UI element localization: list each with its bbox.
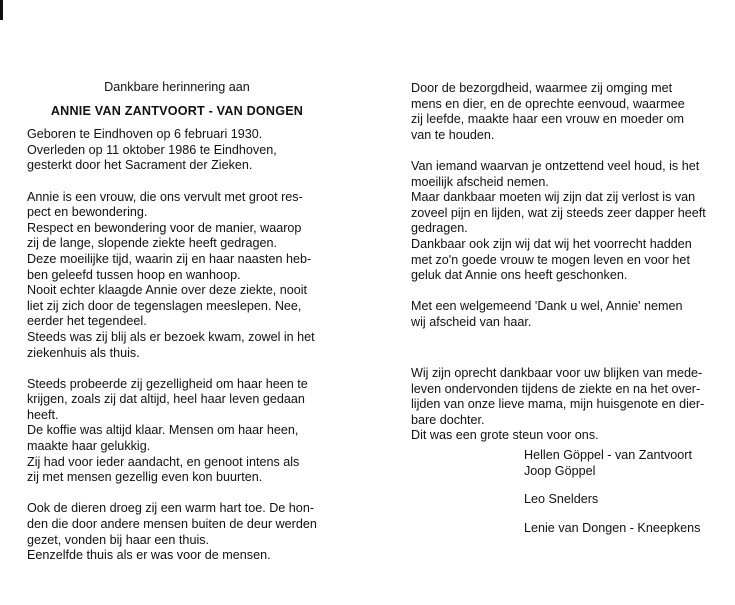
text-line: Respect en bewondering voor de manier, waarop (27, 220, 302, 235)
text-line: Hellen Göppel - van Zantvoort (524, 448, 693, 462)
text-line: mens en dier, en de oprechte eenvoud, waarmee (411, 96, 685, 111)
text-line: Ook de dieren droeg zij een warm hart toe. De hon- (27, 501, 315, 516)
text-line: zij leefde, maakte haar een vrouw en moeder om (411, 112, 685, 127)
text-line: liet zij zich door de tegenslagen meeslepen. Nee, (27, 298, 302, 313)
text-line: Van iemand waarvan je ontzettend veel houd, is het (411, 158, 700, 173)
paragraph (27, 501, 327, 563)
text-line: ben geleefd tussen hoop en wanhoop. (27, 267, 241, 282)
text-line: van te houden. (411, 127, 495, 142)
text-line: Eenzelfde thuis als er was voor de mensen. (27, 548, 271, 563)
paragraph (411, 81, 708, 143)
text-line: Zij had voor ieder aandacht, en genoot intens als (27, 454, 300, 469)
left-paragraphs (27, 127, 327, 564)
signatures (524, 448, 700, 549)
text-line: Nooit echter klaagde Annie over deze ziekte, nooit (27, 283, 308, 298)
text-line: geluk dat Annie ons heeft geschonken. (411, 268, 628, 283)
text-line: leven ondervonden tijdens de ziekte en na het over- (411, 381, 701, 396)
text-line: den die door andere mensen buiten de deur werden (27, 517, 317, 532)
text-line: Lenie van Dongen - Kneepkens (524, 520, 701, 535)
text-line: Deze moeilijke tijd, waarin zij en haar naasten heb- (27, 251, 312, 266)
left-column (27, 80, 327, 579)
text-line: gedragen. (411, 221, 468, 236)
text-line: zoveel pijn en lijden, wat zij steeds zeer dapper heeft (411, 205, 706, 220)
text-line: maakte haar gelukkig. (27, 439, 151, 454)
text-line: bare dochter. (411, 412, 485, 427)
text-line: Overleden op 11 oktober 1986 te Eindhoven, (27, 142, 277, 157)
text-line: De koffie was altijd klaar. Mensen om haar heen, (27, 423, 299, 438)
text-line: pect en bewondering. (27, 205, 148, 220)
paragraph (27, 190, 327, 362)
text-line: gezet, vonden bij haar een thuis. (27, 532, 210, 547)
text-line: met zo'n goede vrouw te mogen leven en voor het (411, 252, 690, 267)
text-line: Steeds probeerde zij gezelligheid om haar heen te (27, 376, 308, 391)
paragraph (411, 159, 708, 284)
text-line: gesterkt door het Sacrament der Zieken. (27, 158, 253, 173)
thanks-lines (411, 366, 708, 444)
right-paragraphs (411, 81, 708, 331)
paragraph (411, 366, 708, 444)
text-line: heeft. (27, 407, 59, 422)
paragraph (411, 299, 708, 330)
text-line: krijgen, zoals zij dat altijd, heel haar leven gedaan (27, 392, 305, 407)
memorial-heading: Dankbare herinnering aan (104, 80, 250, 94)
paragraph (524, 448, 700, 479)
text-line: Wij zijn oprecht dankbaar voor uw blijken van mede- (411, 366, 703, 380)
text-line: wij afscheid van haar. (411, 314, 532, 329)
text-line: ziekenhuis als thuis. (27, 345, 140, 360)
signature-list (524, 448, 700, 536)
text-line: Joop Göppel (524, 463, 596, 478)
paragraph (524, 492, 700, 508)
scan-edge-mark (0, 0, 3, 20)
text-line: lijden van onze lieve mama, mijn huisgenote en dier- (411, 397, 705, 412)
text-line: Leo Snelders (524, 492, 599, 507)
text-line: Steeds was zij blij als er bezoek kwam, zowel in het (27, 329, 315, 344)
paragraph (27, 377, 327, 486)
right-column (411, 81, 708, 346)
text-line: Annie is een vrouw, die ons vervult met groot res- (27, 189, 303, 204)
thanks-paragraph (411, 366, 708, 460)
text-line: Dit was een grote steun voor ons. (411, 428, 599, 443)
text-line: Geboren te Eindhoven op 6 februari 1930. (27, 127, 263, 142)
text-line: Dankbaar ook zijn wij dat wij het voorrecht hadden (411, 236, 692, 251)
text-line: zij de lange, slopende ziekte heeft gedragen. (27, 236, 277, 251)
text-line: Maar dankbaar moeten wij zijn dat zij verlost is van (411, 190, 696, 205)
paragraph (27, 127, 327, 174)
deceased-name: ANNIE VAN ZANTVOORT - VAN DONGEN (50, 103, 304, 118)
text-line: Door de bezorgdheid, waarmee zij omging met (411, 81, 673, 95)
text-line: eerder het tegendeel. (27, 314, 147, 329)
paragraph (524, 521, 700, 537)
text-line: zij met mensen gezellig even kon buurten. (27, 470, 263, 485)
text-line: moeilijk afscheid nemen. (411, 174, 549, 189)
text-line: Met een welgemeend 'Dank u wel, Annie' nemen (411, 299, 683, 314)
